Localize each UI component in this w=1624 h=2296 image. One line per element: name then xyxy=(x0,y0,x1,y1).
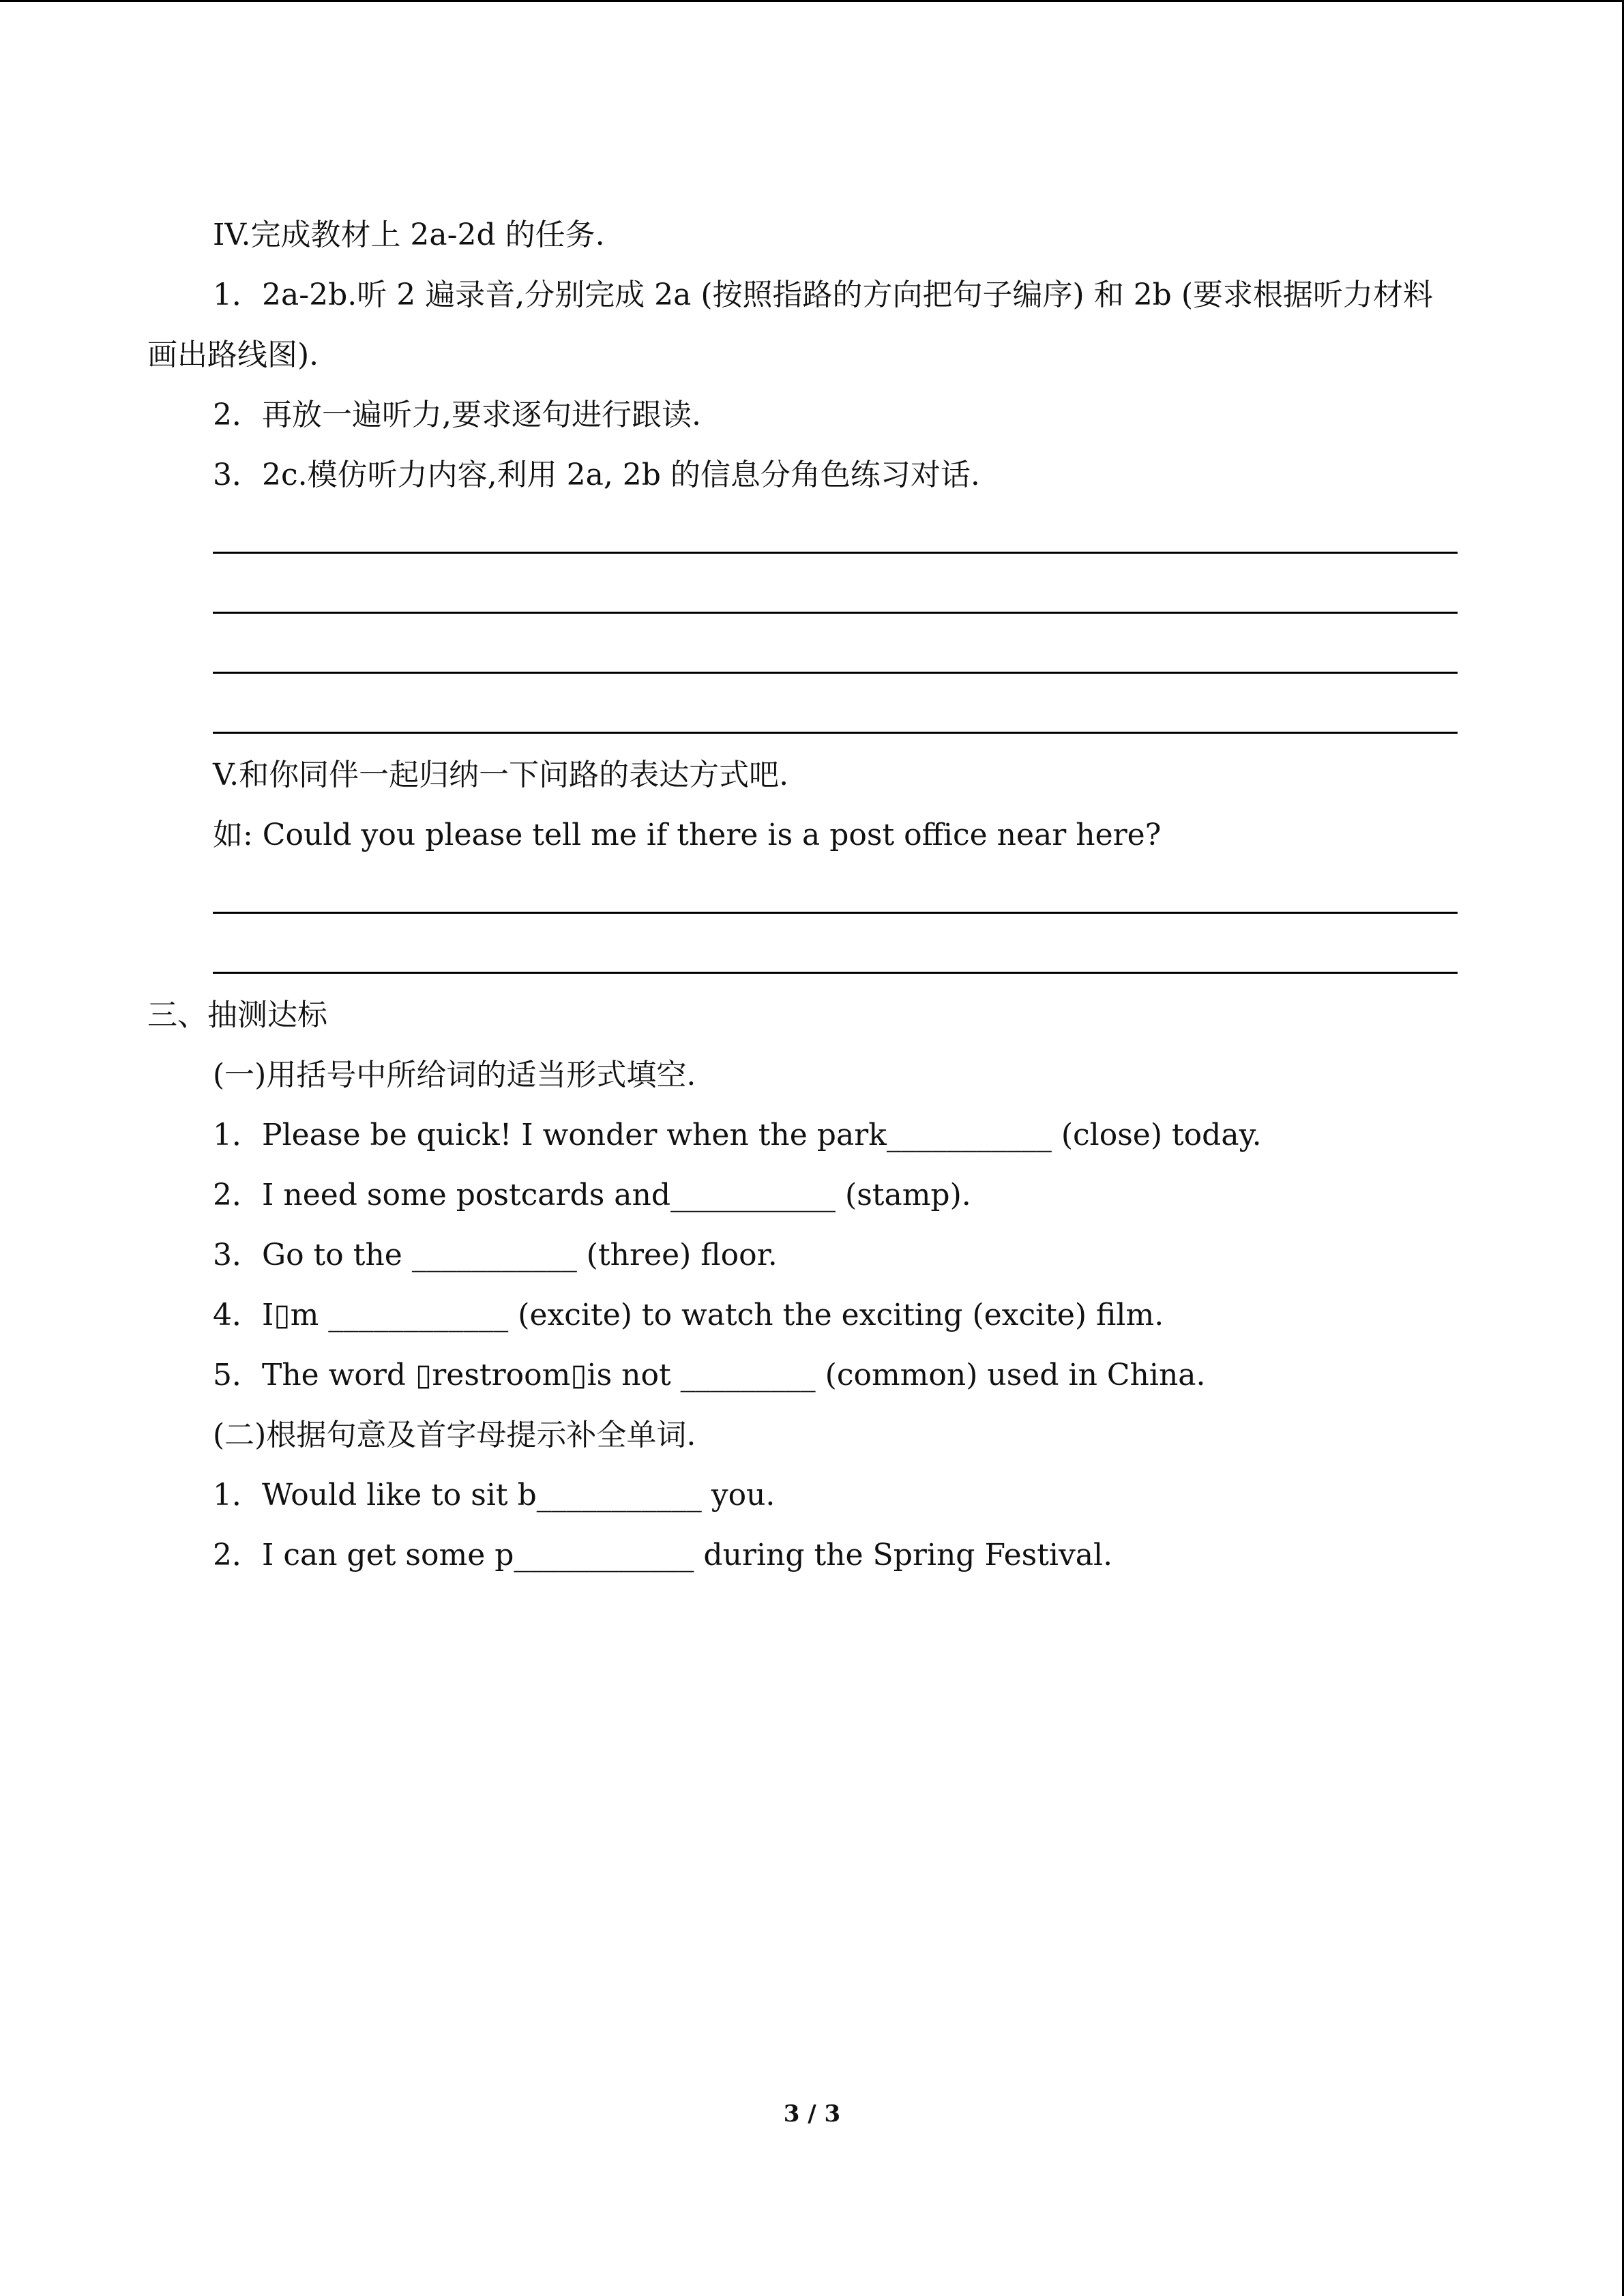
fill-blank-item: 5．The word ▯restroom▯is not _________ (common) used in China. xyxy=(213,1358,1206,1392)
answer-line-1[interactable] xyxy=(213,552,1458,554)
fill-blank-item: 4．I▯m ____________ (excite) to watch the exciting (excite) film. xyxy=(213,1298,1164,1332)
answer-line-2[interactable] xyxy=(213,612,1458,614)
fill-blank-item: 1．Please be quick! I wonder when the park___________ (close) today. xyxy=(213,1118,1262,1152)
answer-line-4[interactable] xyxy=(213,732,1458,734)
fill-blank-item: 3．Go to the ___________ (three) floor. xyxy=(213,1238,778,1272)
section-v-heading: V.和你同伴一起归纳一下问路的表达方式吧. xyxy=(213,758,789,792)
section-iv-item-3: 3．2c.模仿听力内容,利用 2a, 2b 的信息分角色练习对话. xyxy=(213,458,980,492)
section-v-example: 如: Could you please tell me if there is a post office near here? xyxy=(213,818,1162,852)
section-iv-heading: IV.完成教材上 2a-2d 的任务. xyxy=(213,218,605,252)
section-iv-item-2: 2．再放一遍听力,要求逐句进行跟读. xyxy=(213,398,701,432)
initial-letter-item: 2．I can get some p____________ during the Spring Festival. xyxy=(213,1538,1113,1572)
page-top-border xyxy=(0,0,1624,2)
answer-line-6[interactable] xyxy=(213,972,1458,974)
section-iv-item-1-line-2: 画出路线图). xyxy=(147,338,319,372)
page-number: 3 / 3 xyxy=(783,2100,841,2128)
section-three-heading: 三、抽测达标 xyxy=(147,998,327,1032)
part-one-heading: (一)用括号中所给词的适当形式填空. xyxy=(213,1058,696,1092)
section-iv-item-1-line-1: 1．2a-2b.听 2 遍录音,分别完成 2a (按照指路的方向把句子编序) 和 2b (要求根据听力材料 xyxy=(213,278,1434,312)
fill-blank-item: 2．I need some postcards and___________ (stamp). xyxy=(213,1178,971,1212)
initial-letter-item: 1．Would like to sit b___________ you. xyxy=(213,1478,776,1512)
answer-line-3[interactable] xyxy=(213,672,1458,674)
part-two-heading: (二)根据句意及首字母提示补全单词. xyxy=(213,1418,696,1452)
answer-line-5[interactable] xyxy=(213,912,1458,914)
